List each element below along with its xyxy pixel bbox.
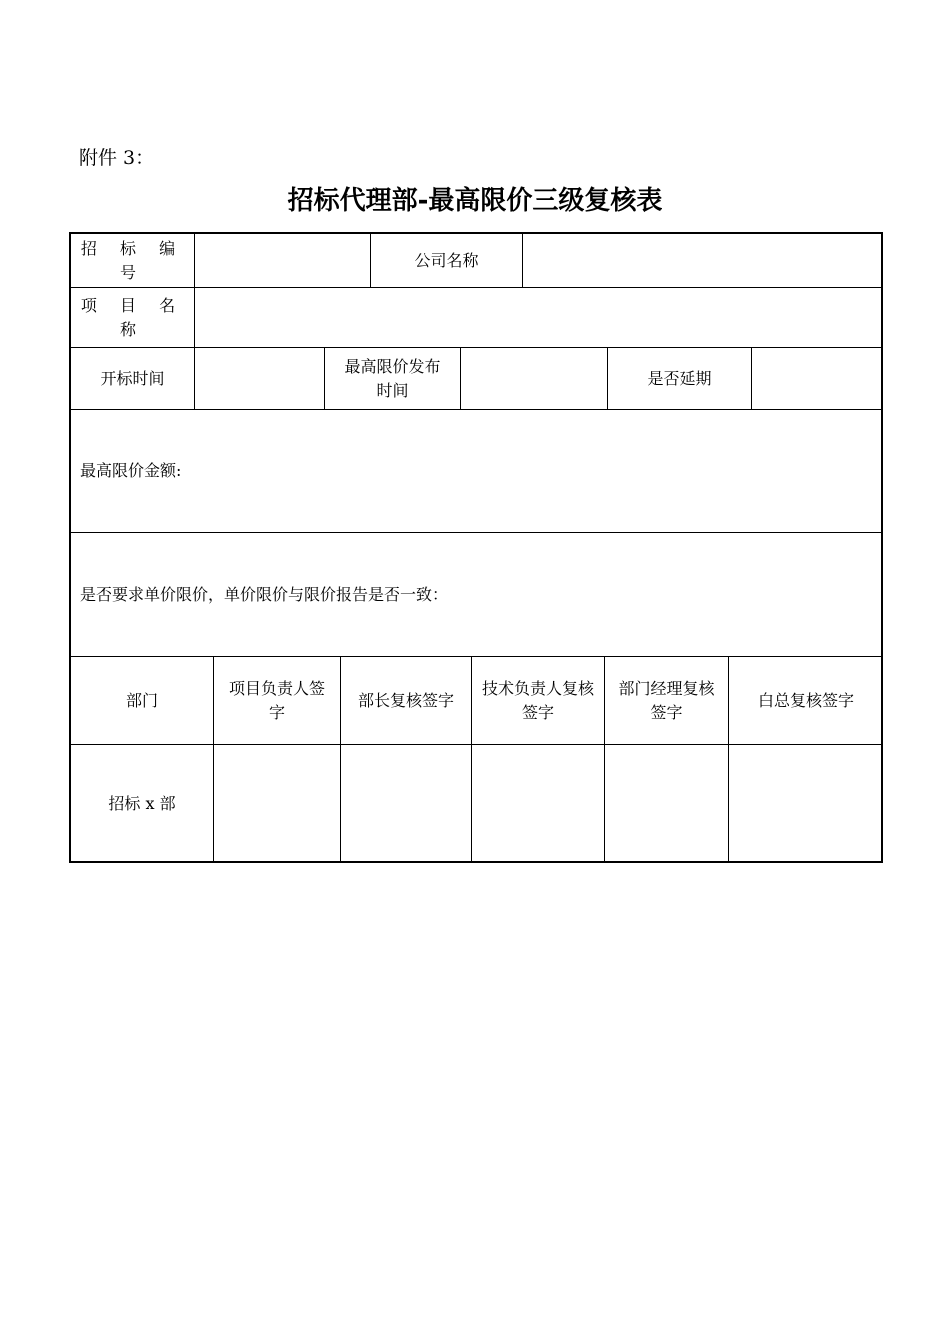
dept-manager-review-sign-header: 部门经理复核签字 bbox=[605, 657, 729, 745]
form-title: 招标代理部-最高限价三级复核表 bbox=[287, 186, 663, 216]
max-price-publish-field[interactable] bbox=[461, 348, 608, 410]
department-header: 部门 bbox=[71, 657, 214, 745]
bid-open-time-field[interactable] bbox=[195, 348, 325, 410]
extended-label: 是否延期 bbox=[608, 348, 752, 410]
unit-price-question-label: 是否要求单价限价，单价限价与限价报告是否一致： bbox=[80, 584, 449, 604]
project-lead-sign-header: 项目负责人签字 bbox=[214, 657, 341, 745]
company-name-label: 公司名称 bbox=[371, 234, 523, 288]
project-name-field[interactable] bbox=[195, 288, 883, 348]
max-price-amount-field[interactable] bbox=[71, 410, 883, 533]
unit-price-question-field[interactable] bbox=[71, 533, 883, 657]
bid-open-time-label: 开标时间 bbox=[71, 348, 195, 410]
bid-number-field[interactable] bbox=[195, 234, 371, 288]
minister-review-sign-header: 部长复核签字 bbox=[341, 657, 472, 745]
department-cell: 招标 x 部 bbox=[71, 745, 214, 863]
bid-number-label-text: 招 标 编 号 bbox=[80, 238, 185, 282]
general-review-sign-header: 白总复核签字 bbox=[729, 657, 883, 745]
project-lead-sign-field[interactable] bbox=[214, 745, 341, 863]
bid-number-label bbox=[71, 234, 195, 288]
max-price-publish-label: 最高限价发布时间 bbox=[325, 348, 461, 410]
dept-manager-review-sign-field[interactable] bbox=[605, 745, 729, 863]
tech-lead-review-sign-header: 技术负责人复核签字 bbox=[472, 657, 605, 745]
max-price-amount-label: 最高限价金额: bbox=[80, 461, 182, 480]
project-name-label bbox=[71, 288, 195, 348]
project-name-label-text: 项 目 名 称 bbox=[80, 295, 185, 339]
minister-review-sign-field[interactable] bbox=[341, 745, 472, 863]
review-form-table bbox=[69, 232, 883, 863]
extended-field[interactable] bbox=[752, 348, 883, 410]
company-name-field[interactable] bbox=[523, 234, 883, 288]
attachment-label: 附件 3： bbox=[79, 147, 155, 169]
tech-lead-review-sign-field[interactable] bbox=[472, 745, 605, 863]
general-review-sign-field[interactable] bbox=[729, 745, 883, 863]
